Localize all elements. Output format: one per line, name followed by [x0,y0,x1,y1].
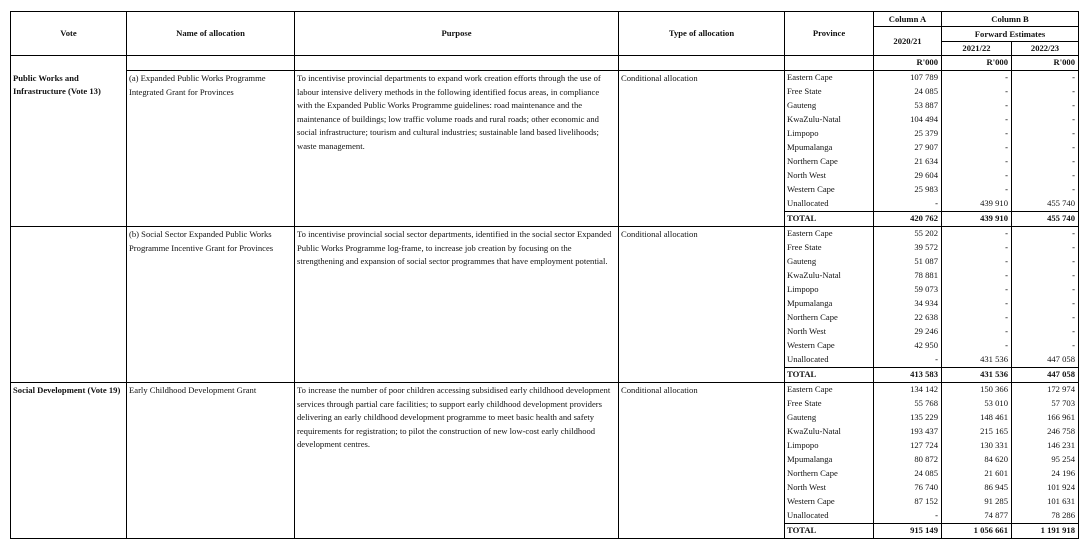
header-purpose: Purpose [295,12,619,56]
value-2022-23: - [1012,141,1079,155]
value-2021-22: - [942,269,1012,283]
units-purpose-blank [295,56,619,71]
value-2021-22: 74 877 [942,509,1012,524]
value-2022-23: - [1012,297,1079,311]
value-2020-21: 76 740 [874,481,942,495]
value-2022-23: - [1012,269,1079,283]
value-2020-21: 24 085 [874,467,942,481]
value-2022-23: 95 254 [1012,453,1079,467]
unit-label-column-a: R'000 [874,56,942,71]
header-vote: Vote [11,12,127,56]
total-row [11,212,1079,227]
value-2021-22: - [942,255,1012,269]
value-2022-23: - [1012,255,1079,269]
total-2022-23: 1 191 918 [1012,524,1079,539]
value-2021-22: - [942,311,1012,325]
province-cell: Free State [785,397,874,411]
province-cell: Unallocated [785,353,874,368]
total-2021-22: 1 056 661 [942,524,1012,539]
unit-label-2022-23: R'000 [1012,56,1079,71]
province-cell: Northern Cape [785,467,874,481]
value-2021-22: 148 461 [942,411,1012,425]
province-cell: North West [785,481,874,495]
units-province-blank [785,56,874,71]
province-cell: Eastern Cape [785,71,874,86]
allocation-name-cell: (a) Expanded Public Works Programme Integrated Grant for Provinces [127,71,295,212]
total-type-blank [619,368,785,383]
value-2020-21: 134 142 [874,383,942,398]
total-purpose-blank [295,212,619,227]
value-2020-21: 107 789 [874,71,942,86]
total-name-blank [127,368,295,383]
header-name-of-allocation: Name of allocation [127,12,295,56]
total-purpose-blank [295,368,619,383]
vote-cell: Social Development (Vote 19) [11,383,127,524]
value-2021-22: 150 366 [942,383,1012,398]
table-row [11,383,1079,398]
value-2021-22: - [942,71,1012,86]
province-cell: Limpopo [785,283,874,297]
purpose-cell: To incentivise provincial departments to expand work creation efforts through the use of labour intensive delivery methods in the following identified focus areas, in compliance with the Expanded Public Works Programme guidelines: road maintenance and the maintenance of buildings; low traffic volume roads and rural roads; other economic and social infrastructure; tourism and cultural industries; sustainable land based livelihoods; waste management. [295,71,619,212]
province-cell: Gauteng [785,255,874,269]
value-2022-23: - [1012,325,1079,339]
province-cell: KwaZulu-Natal [785,113,874,127]
value-2020-21: 22 638 [874,311,942,325]
value-2022-23: 172 974 [1012,383,1079,398]
total-type-blank [619,524,785,539]
value-2021-22: - [942,339,1012,353]
total-type-blank [619,212,785,227]
value-2020-21: 21 634 [874,155,942,169]
value-2022-23: 101 631 [1012,495,1079,509]
vote-cell: Public Works and Infrastructure (Vote 13) [11,71,127,212]
total-name-blank [127,212,295,227]
value-2022-23: - [1012,127,1079,141]
province-cell: Limpopo [785,439,874,453]
value-2022-23: - [1012,183,1079,197]
value-2020-21: 29 604 [874,169,942,183]
value-2020-21: 27 907 [874,141,942,155]
type-of-allocation-cell: Conditional allocation [619,227,785,368]
province-cell: Eastern Cape [785,383,874,398]
header-year-2020-21: 2020/21 [874,27,942,56]
value-2021-22: - [942,169,1012,183]
province-cell: Western Cape [785,339,874,353]
allocation-name-cell: Early Childhood Development Grant [127,383,295,524]
value-2020-21: - [874,353,942,368]
value-2021-22: 86 945 [942,481,1012,495]
value-2020-21: 39 572 [874,241,942,255]
value-2021-22: - [942,127,1012,141]
province-cell: North West [785,169,874,183]
province-cell: Western Cape [785,495,874,509]
value-2021-22: 431 536 [942,353,1012,368]
header-province: Province [785,12,874,56]
units-vote-blank [11,56,127,71]
header-year-2022-23: 2022/23 [1012,42,1079,56]
province-cell: KwaZulu-Natal [785,425,874,439]
value-2021-22: - [942,325,1012,339]
value-2022-23: - [1012,71,1079,86]
value-2020-21: 87 152 [874,495,942,509]
value-2021-22: 53 010 [942,397,1012,411]
value-2020-21: 104 494 [874,113,942,127]
total-2022-23: 455 740 [1012,212,1079,227]
province-cell: Mpumalanga [785,453,874,467]
value-2020-21: - [874,197,942,212]
value-2022-23: - [1012,169,1079,183]
allocation-document [10,11,1078,539]
value-2022-23: 246 758 [1012,425,1079,439]
value-2022-23: 78 286 [1012,509,1079,524]
total-2020-21: 413 583 [874,368,942,383]
total-2022-23: 447 058 [1012,368,1079,383]
province-cell: Mpumalanga [785,141,874,155]
province-cell: Unallocated [785,509,874,524]
value-2022-23: - [1012,85,1079,99]
value-2021-22: - [942,99,1012,113]
province-cell: Unallocated [785,197,874,212]
total-purpose-blank [295,524,619,539]
total-2020-21: 915 149 [874,524,942,539]
value-2020-21: 127 724 [874,439,942,453]
value-2021-22: - [942,183,1012,197]
value-2022-23: - [1012,311,1079,325]
header-type-of-allocation: Type of allocation [619,12,785,56]
value-2021-22: 215 165 [942,425,1012,439]
value-2021-22: - [942,85,1012,99]
province-cell: Mpumalanga [785,297,874,311]
province-cell: Western Cape [785,183,874,197]
province-cell: Gauteng [785,411,874,425]
total-name-blank [127,524,295,539]
province-cell: Eastern Cape [785,227,874,242]
province-cell: Northern Cape [785,311,874,325]
value-2021-22: 130 331 [942,439,1012,453]
value-2022-23: - [1012,283,1079,297]
total-label: TOTAL [785,212,874,227]
total-row [11,368,1079,383]
total-vote-blank [11,368,127,383]
value-2022-23: 455 740 [1012,197,1079,212]
total-2021-22: 439 910 [942,212,1012,227]
value-2020-21: 53 887 [874,99,942,113]
total-2020-21: 420 762 [874,212,942,227]
allocation-name-cell: (b) Social Sector Expanded Public Works Programme Incentive Grant for Provinces [127,227,295,368]
value-2020-21: 55 202 [874,227,942,242]
value-2020-21: 193 437 [874,425,942,439]
value-2022-23: - [1012,227,1079,242]
units-row [11,56,1079,71]
type-of-allocation-cell: Conditional allocation [619,383,785,524]
value-2020-21: 59 073 [874,283,942,297]
value-2022-23: - [1012,113,1079,127]
value-2021-22: - [942,155,1012,169]
total-vote-blank [11,212,127,227]
value-2020-21: 42 950 [874,339,942,353]
units-type-blank [619,56,785,71]
value-2020-21: 78 881 [874,269,942,283]
value-2020-21: - [874,509,942,524]
value-2021-22: - [942,141,1012,155]
value-2021-22: - [942,283,1012,297]
province-cell: North West [785,325,874,339]
province-cell: Northern Cape [785,155,874,169]
purpose-cell: To increase the number of poor children accessing subsidised early childhood development services through partial care facilities; to support early childhood development providers delivering an early childhood development programme to meet basic health and safety requirements for registration; to pilot the construction of new low-cost early childhood development centres. [295,383,619,524]
value-2020-21: 55 768 [874,397,942,411]
value-2022-23: 166 961 [1012,411,1079,425]
total-label: TOTAL [785,368,874,383]
value-2021-22: - [942,227,1012,242]
value-2020-21: 29 246 [874,325,942,339]
province-cell: Limpopo [785,127,874,141]
value-2021-22: 91 285 [942,495,1012,509]
table-row [11,227,1079,242]
header-forward-estimates: Forward Estimates [942,27,1079,42]
vote-cell [11,227,127,368]
value-2020-21: 51 087 [874,255,942,269]
value-2021-22: 439 910 [942,197,1012,212]
value-2021-22: - [942,241,1012,255]
header-column-a: Column A [874,12,942,27]
value-2022-23: - [1012,339,1079,353]
value-2022-23: 447 058 [1012,353,1079,368]
header-year-2021-22: 2021/22 [942,42,1012,56]
header-column-b: Column B [942,12,1079,27]
value-2022-23: 146 231 [1012,439,1079,453]
province-cell: Free State [785,241,874,255]
value-2020-21: 34 934 [874,297,942,311]
unit-label-2021-22: R'000 [942,56,1012,71]
value-2021-22: - [942,113,1012,127]
type-of-allocation-cell: Conditional allocation [619,71,785,212]
units-name-blank [127,56,295,71]
province-cell: Free State [785,85,874,99]
value-2022-23: - [1012,155,1079,169]
value-2021-22: 84 620 [942,453,1012,467]
value-2022-23: - [1012,241,1079,255]
allocation-table [10,11,1079,539]
value-2020-21: 25 983 [874,183,942,197]
value-2022-23: 101 924 [1012,481,1079,495]
purpose-cell: To incentivise provincial social sector departments, identified in the social sector Expanded Public Works Programme log-frame, to increase job creation by focusing on the strengthening and expansion of social sector programmes that have employment potential. [295,227,619,368]
value-2021-22: - [942,297,1012,311]
value-2022-23: 24 196 [1012,467,1079,481]
province-cell: Gauteng [785,99,874,113]
value-2020-21: 135 229 [874,411,942,425]
value-2022-23: - [1012,99,1079,113]
province-cell: KwaZulu-Natal [785,269,874,283]
value-2021-22: 21 601 [942,467,1012,481]
total-vote-blank [11,524,127,539]
total-row [11,524,1079,539]
value-2022-23: 57 703 [1012,397,1079,411]
value-2020-21: 25 379 [874,127,942,141]
value-2020-21: 24 085 [874,85,942,99]
total-2021-22: 431 536 [942,368,1012,383]
total-label: TOTAL [785,524,874,539]
table-row [11,71,1079,86]
value-2020-21: 80 872 [874,453,942,467]
